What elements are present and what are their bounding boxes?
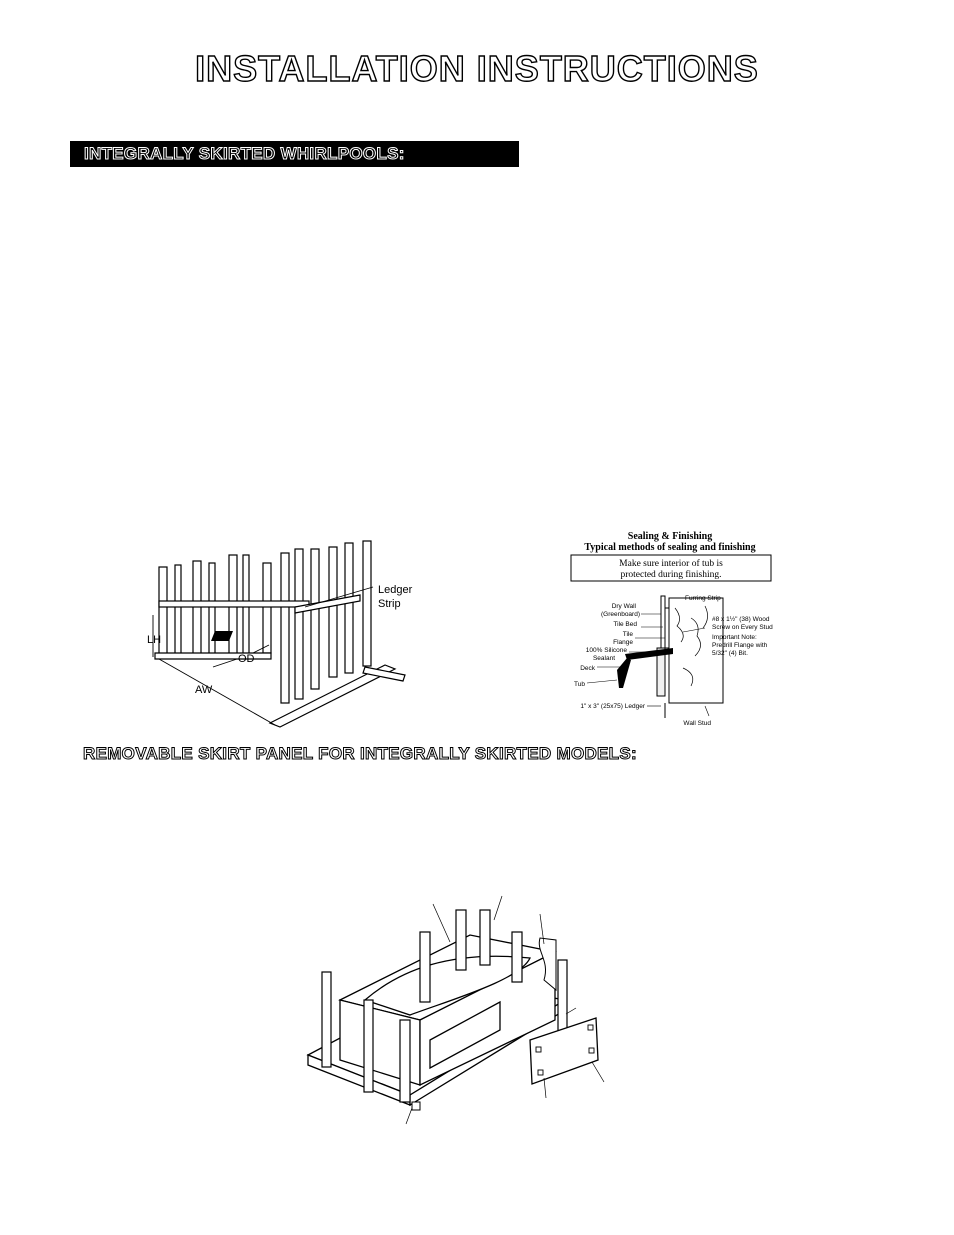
page-title: INSTALLATION INSTRUCTIONS xyxy=(195,48,759,89)
od-label: OD xyxy=(238,653,255,665)
sealing-subtitle: Typical methods of sealing and finishing xyxy=(584,542,756,553)
important-note-line2: Predrill Flange with xyxy=(712,642,768,649)
furring-strip-label: Furring Strip xyxy=(685,595,721,602)
screw-label-line2: Screw on Every Stud xyxy=(712,624,773,631)
flange-label: Flange xyxy=(613,639,633,646)
subheading: REMOVABLE SKIRT PANEL FOR INTEGRALLY SKIRTED MODELS: xyxy=(83,744,637,763)
lh-label: LH xyxy=(147,634,162,646)
important-note-line1: Important Note: xyxy=(712,634,757,641)
skirt-panel-figure xyxy=(300,890,620,1135)
sealing-note-line1: Make sure interior of tub is xyxy=(619,559,723,569)
deck-label: Deck xyxy=(580,665,595,672)
ledger-label: 1" x 3" (25x75) Ledger xyxy=(580,703,645,710)
aw-label: AW xyxy=(195,684,213,696)
ledger-label-line1: Ledger xyxy=(378,584,413,596)
dry-wall-label: Dry Wall xyxy=(611,603,636,610)
important-note-line3: 5/32" (4) Bit. xyxy=(712,650,748,657)
screw-label-line1: #8 x 1½" (38) Wood xyxy=(712,616,770,623)
ledger-label-line2: Strip xyxy=(378,598,401,610)
greenboard-label: (Greenboard) xyxy=(600,611,640,618)
tile-label: Tile xyxy=(622,631,633,638)
tub-label: Tub xyxy=(574,681,585,688)
silicone-label: 100% Silicone xyxy=(585,647,627,654)
sealant-label: Sealant xyxy=(592,655,615,662)
section-heading: INTEGRALLY SKIRTED WHIRLPOOLS: xyxy=(84,144,405,163)
sealing-title: Sealing & Finishing xyxy=(627,531,713,542)
sealing-note-line2: protected during finishing. xyxy=(620,570,722,580)
framing-figure xyxy=(145,535,425,735)
sealing-figure xyxy=(565,528,785,733)
wall-stud-label: Wall Stud xyxy=(683,720,711,727)
tile-bed-label: Tile Bed xyxy=(613,621,637,628)
section-heading-bar xyxy=(70,141,519,167)
